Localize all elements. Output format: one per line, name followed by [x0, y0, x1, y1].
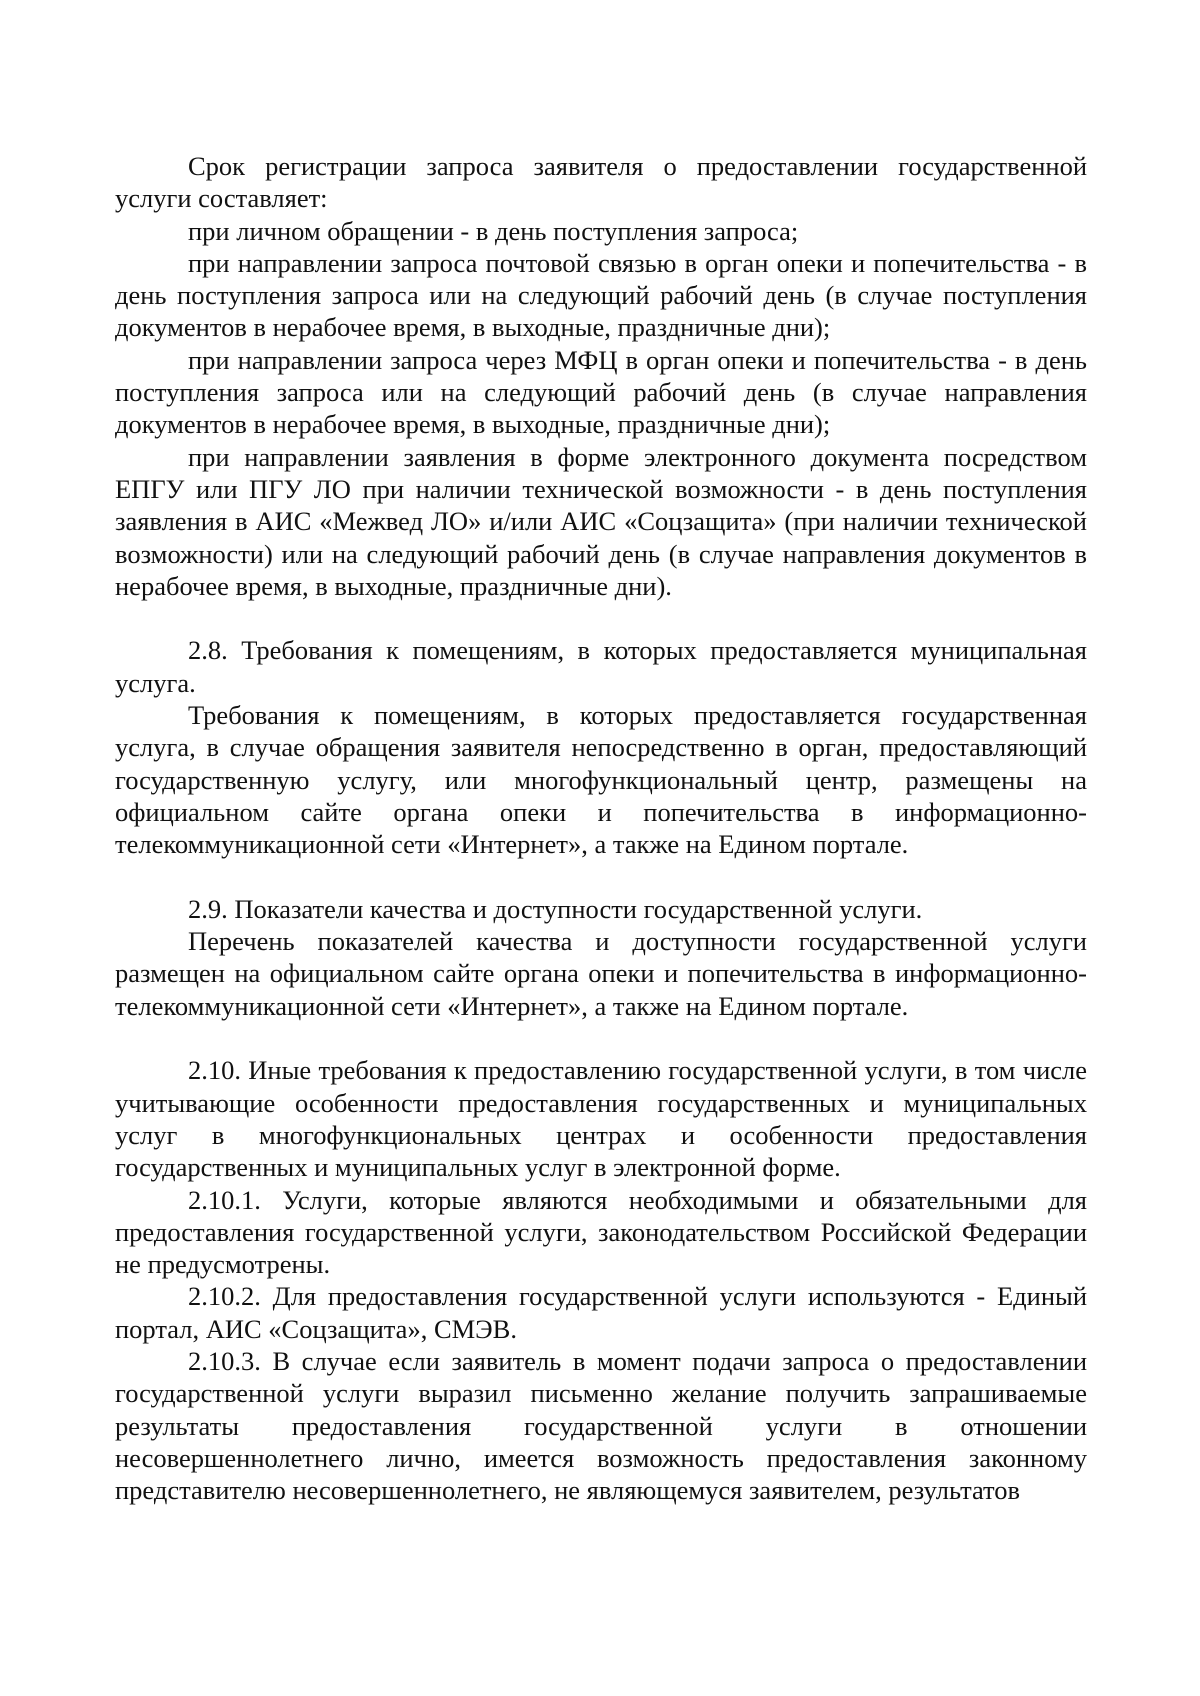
paragraph-registration-term: Срок регистрации запроса заявителя о предоставлении государственной услуги составляет: — [115, 151, 1087, 214]
paragraph-premises-requirements: Требования к помещениям, в которых предоставляется государственная услуга, в случае обращения заявителя непосредственно в орган, предоставляющий государственную услугу, или многофункциональный центр, размещены на официальном сайте органа опеки и попечительства в информационно-телекоммуникационной сети «Интернет», а также на Едином портале. — [115, 700, 1087, 860]
paragraph-postal-request: при направлении запроса почтовой связью в орган опеки и попечительства - в день поступления запроса или на следующий рабочий день (в случае поступления документов в нерабочее время, в выходные, праздничные дни); — [115, 247, 1087, 343]
paragraph-mfc-request: при направлении запроса через МФЦ в орган опеки и попечительства - в день поступления запроса или на следующий рабочий день (в случае направления документов в нерабочее время, в выходные, праздничные дни); — [115, 344, 1087, 440]
paragraph-electronic-request: при направлении заявления в форме электронного документа посредством ЕПГУ или ПГУ ЛО при наличии технической возможности - в день поступления заявления в АИС «Межвед ЛО» и/или АИС «Соцзащита» (при наличии технической возможности) или на следующий рабочий день (в случае направления документов в нерабочее время, в выходные, праздничные дни). — [115, 441, 1087, 601]
document-page — [115, 150, 1087, 1506]
section-heading-2-8: 2.8. Требования к помещениям, в которых предоставляется муниципальная услуга. — [115, 635, 1087, 698]
paragraph-2-10-1: 2.10.1. Услуги, которые являются необходимыми и обязательными для предоставления государственной услуги, законодательством Российской Федерации не предусмотрены. — [115, 1184, 1087, 1280]
section-heading-2-10: 2.10. Иные требования к предоставлению государственной услуги, в том числе учитывающие особенности предоставления государственных и муниципальных услуг в многофункциональных центрах и особенности предоставления государственных и муниципальных услуг в электронной форме. — [115, 1055, 1087, 1183]
paragraph-2-10-3: 2.10.3. В случае если заявитель в момент подачи запроса о предоставлении государственной услуги выразил письменно желание получить запрашиваемые результаты предоставления государственной услуги в отношении несовершеннолетнего лично, имеется возможность предоставления законному представителю несовершеннолетнего, не являющемуся заявителем, результатов — [115, 1345, 1087, 1506]
paragraph-quality-indicators: Перечень показателей качества и доступности государственной услуги размещен на официальном сайте органа опеки и попечительства в информационно-телекоммуникационной сети «Интернет», а также на Едином портале. — [115, 926, 1087, 1021]
paragraph-personal-visit: при личном обращении - в день поступления запроса; — [188, 215, 799, 246]
paragraph-2-10-2: 2.10.2. Для предоставления государственной услуги используются - Единый портал, АИС «Соцзащита», СМЭВ. — [115, 1281, 1087, 1344]
section-heading-2-9: 2.9. Показатели качества и доступности государственной услуги. — [188, 893, 923, 924]
